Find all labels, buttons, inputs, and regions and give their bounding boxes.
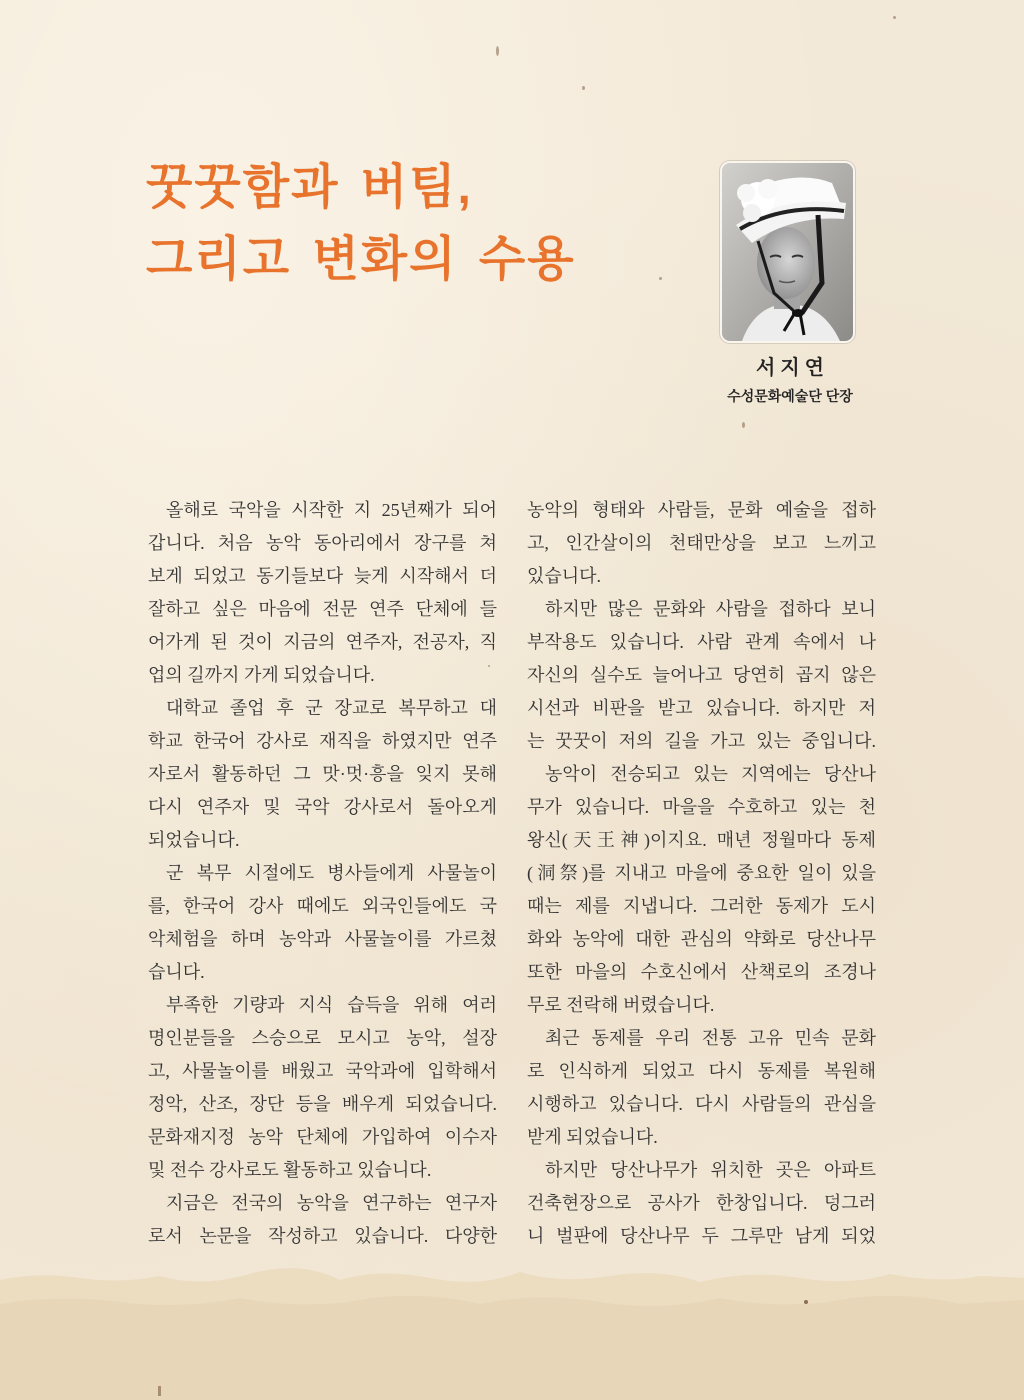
body-line: 되었습니다. bbox=[148, 830, 240, 850]
body-line: 최근 동제를 우리 전통 고유 민속 문화 bbox=[545, 1028, 876, 1048]
body-line: 지금은 전국의 농악을 연구하는 연구자 bbox=[166, 1193, 497, 1213]
body-line: 학교 한국어 강사로 재직을 하였지만 연주 bbox=[148, 731, 497, 751]
body-line: 하지만 당산나무가 위치한 곳은 아파트 bbox=[545, 1160, 876, 1180]
body-line: 어가게 된 것이 지금의 연주자, 전공자, 직 bbox=[148, 632, 497, 652]
body-line: 무로 전락해 버렸습니다. bbox=[527, 995, 715, 1015]
body-line: 업의 길까지 가게 되었습니다. bbox=[148, 665, 375, 685]
body-line: 있습니다. bbox=[527, 566, 602, 586]
body-line: 건축현장으로 공사가 한창입니다. 덩그러 bbox=[527, 1193, 876, 1213]
body-line: 고, 사물놀이를 배웠고 국악과에 입학해서 bbox=[148, 1061, 497, 1081]
title-line-2: 그리고 변화의 수용 bbox=[146, 233, 576, 286]
body-line: 잘하고 싶은 마음에 전문 연주 단체에 들 bbox=[148, 599, 497, 619]
title-line-1: 꿋꿋함과 버팀, bbox=[146, 161, 473, 214]
body-line: 시선과 비판을 받고 있습니다. 하지만 저 bbox=[527, 698, 876, 718]
author-role: 수성문화예술단 단장 bbox=[727, 388, 853, 404]
body-line: 및 전수 강사로도 활동하고 있습니다. bbox=[148, 1160, 432, 1180]
body-line: 농악의 형태와 사람들, 문화 예술을 접하 bbox=[527, 500, 876, 520]
body-line: 정악, 산조, 장단 등을 배우게 되었습니다. bbox=[148, 1094, 497, 1114]
body-line: 문화재지정 농악 단체에 가입하여 이수자 bbox=[148, 1127, 497, 1147]
article-title bbox=[146, 152, 576, 296]
body-line: 는 꿋꿋이 저의 길을 가고 있는 중입니다. bbox=[527, 731, 876, 751]
body-line: 올해로 국악을 시작한 지 25년째가 되어 bbox=[166, 500, 497, 520]
body-line: 때는 제를 지냅니다. 그러한 동제가 도시 bbox=[527, 896, 876, 916]
body-line: 군 복무 시절에도 병사들에게 사물놀이 bbox=[166, 863, 497, 883]
body-line: 로 인식하게 되었고 다시 동제를 복원해 bbox=[527, 1061, 876, 1081]
body-line: 를, 한국어 강사 때에도 외국인들에도 국 bbox=[148, 896, 497, 916]
body-line: 갑니다. 처음 농악 동아리에서 장구를 쳐 bbox=[148, 533, 497, 553]
body-line: 다시 연주자 및 국악 강사로서 돌아오게 bbox=[148, 797, 497, 817]
paper-speck bbox=[893, 16, 896, 19]
author-name: 서 지 연 bbox=[756, 357, 824, 379]
paper-speck bbox=[742, 422, 745, 428]
body-column-left bbox=[148, 494, 497, 1253]
body-column-right bbox=[527, 494, 876, 1253]
body-line: 화와 농악에 대한 관심의 약화로 당산나무 bbox=[527, 929, 876, 949]
body-line: 농악이 전승되고 있는 지역에는 당산나 bbox=[545, 764, 876, 784]
body-line: 습니다. bbox=[148, 962, 205, 982]
body-line: 부작용도 있습니다. 사람 관계 속에서 나 bbox=[527, 632, 876, 652]
paper-speck bbox=[659, 277, 662, 280]
paper-speck bbox=[496, 46, 499, 56]
body-line: 고, 인간살이의 천태만상을 보고 느끼고 bbox=[527, 533, 876, 553]
body-line: 시행하고 있습니다. 다시 사람들의 관심을 bbox=[527, 1094, 876, 1114]
body-line: 왕신(天王神)이지요. 매년 정월마다 동제 bbox=[527, 830, 876, 850]
body-line: 무가 있습니다. 마을을 수호하고 있는 천 bbox=[527, 797, 876, 817]
body-line: 하지만 많은 문화와 사람을 접하다 보니 bbox=[545, 599, 876, 619]
torn-paper-band bbox=[0, 1258, 1024, 1400]
body-line: 받게 되었습니다. bbox=[527, 1127, 658, 1147]
body-line: 자신의 실수도 늘어나고 당연히 곱지 않은 bbox=[527, 665, 876, 685]
author-photo bbox=[722, 163, 853, 341]
body-line: 또한 마을의 수호신에서 산책로의 조경나 bbox=[527, 962, 876, 982]
body-line: 니 벌판에 당산나무 두 그루만 남게 되었 bbox=[527, 1226, 876, 1246]
paper-speck bbox=[582, 86, 585, 90]
body-line: (洞祭)를 지내고 마을에 중요한 일이 있을 bbox=[527, 863, 876, 883]
body-line: 자로서 활동하던 그 맛·멋·흥을 잊지 못해 bbox=[148, 764, 497, 784]
body-line: 악체험을 하며 농악과 사물놀이를 가르쳤 bbox=[148, 929, 497, 949]
body-line: 대학교 졸업 후 군 장교로 복무하고 대 bbox=[166, 698, 497, 718]
body-line: 보게 되었고 동기들보다 늦게 시작해서 더 bbox=[148, 566, 497, 586]
body-line: 로서 논문을 작성하고 있습니다. 다양한 bbox=[148, 1226, 497, 1246]
body-line: 명인분들을 스승으로 모시고 농악, 설장 bbox=[148, 1028, 497, 1048]
body-line: 부족한 기량과 지식 습득을 위해 여러 bbox=[166, 995, 497, 1015]
